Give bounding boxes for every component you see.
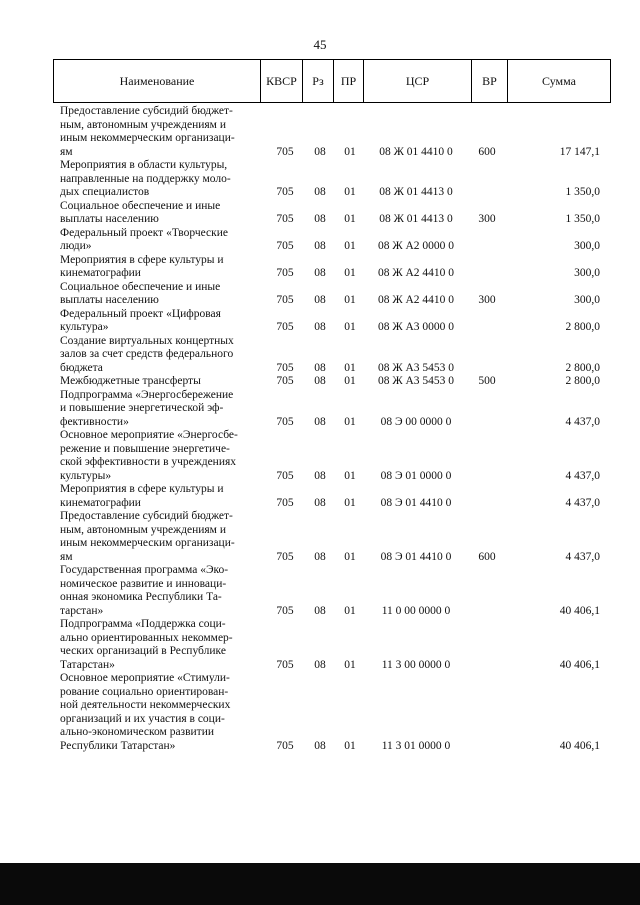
row-name <box>60 200 258 227</box>
row-name <box>60 105 258 159</box>
row-name-line: номическое развитие и инноваци- <box>60 577 227 590</box>
row-rz: 08 <box>314 550 326 563</box>
row-name-line: онная экономика Республики Та- <box>60 591 222 603</box>
row-pr: 01 <box>344 267 356 279</box>
row-name-line: Федеральный проект «Творческие <box>60 226 228 239</box>
row-sum: 17 147,1 <box>559 145 600 158</box>
row-kvsr: 705 <box>276 213 294 225</box>
row-kvsr: 705 <box>276 550 294 563</box>
row-name-line: ной деятельности некоммерческих <box>60 699 231 711</box>
row-name-line: режение и повышение энергетиче- <box>60 442 230 455</box>
header-pr: ПР <box>340 74 357 88</box>
row-sum: 1 350,0 <box>565 213 600 225</box>
row-name <box>60 159 258 200</box>
row-name-line: культура» <box>60 321 109 333</box>
row-name-line: кинематографии <box>60 496 141 509</box>
row-csr: 08 Ж А2 4410 0 <box>377 267 455 279</box>
row-pr: 01 <box>344 496 356 509</box>
row-vr: 500 <box>478 375 496 387</box>
row-sum: 2 800,0 <box>565 361 600 374</box>
row-sum: 40 406,1 <box>559 739 600 752</box>
row-name-line: Основное мероприятие «Энергосбе- <box>60 429 238 441</box>
row-vr: 300 <box>478 213 496 225</box>
row-name-line: Мероприятия в области культуры, <box>60 159 228 171</box>
row-name-line: рование социально ориентирован- <box>60 685 229 698</box>
row-csr: 08 Ж А3 5453 0 <box>377 375 455 387</box>
row-pr: 01 <box>344 550 356 563</box>
row-name <box>60 429 258 483</box>
row-name <box>60 335 258 376</box>
row-kvsr: 705 <box>276 375 294 387</box>
row-name-line: Мероприятия в сфере культуры и <box>60 483 224 495</box>
row-name <box>60 375 258 389</box>
row-kvsr: 705 <box>276 294 294 306</box>
row-name-line: направленные на поддержку моло- <box>60 172 231 185</box>
row-kvsr: 705 <box>276 739 294 752</box>
row-name <box>60 308 258 335</box>
row-rz: 08 <box>314 240 326 252</box>
row-csr: 08 Ж А2 4410 0 <box>377 294 455 306</box>
row-name <box>60 389 258 430</box>
header-csr: ЦСР <box>405 74 430 88</box>
row-name-line: Создание виртуальных концертных <box>60 334 234 347</box>
row-rz: 08 <box>314 375 326 387</box>
row-kvsr: 705 <box>276 496 294 509</box>
row-pr: 01 <box>344 469 356 482</box>
row-rz: 08 <box>314 415 326 428</box>
row-sum: 1 350,0 <box>565 186 600 198</box>
row-rz: 08 <box>314 658 326 671</box>
row-csr: 08 Э 00 0000 0 <box>380 415 452 428</box>
row-name-line: Социальное обеспечение и иные <box>60 199 221 212</box>
row-name-line: Федеральный проект «Цифровая <box>60 307 221 320</box>
row-name-line: ально-экономическом развитии <box>60 726 215 738</box>
row-name-line: фективности» <box>60 415 129 428</box>
row-kvsr: 705 <box>276 186 294 198</box>
row-pr: 01 <box>344 415 356 428</box>
row-kvsr: 705 <box>276 361 294 374</box>
row-csr: 08 Ж 01 4410 0 <box>379 145 453 158</box>
row-name-line: тарстан» <box>60 604 104 617</box>
row-name-line: кинематографии <box>60 267 141 279</box>
row-name-line: дых специалистов <box>60 186 150 198</box>
row-pr: 01 <box>344 658 356 671</box>
row-name-line: Татарстан» <box>60 658 115 671</box>
row-kvsr: 705 <box>276 469 294 482</box>
row-rz: 08 <box>314 496 326 509</box>
row-name-line: выплаты населению <box>60 294 159 306</box>
row-name-line: Основное мероприятие «Стимули- <box>60 672 230 684</box>
row-csr: 08 Э 01 4410 0 <box>380 496 452 509</box>
row-sum: 2 800,0 <box>565 321 600 333</box>
row-name-line: Предоставление субсидий бюджет- <box>60 510 233 522</box>
row-name-line: организаций и их участия в соци- <box>60 712 225 725</box>
row-name-line: Межбюджетные трансферты <box>60 375 201 387</box>
page-number: 45 <box>313 37 327 52</box>
header-sum: Сумма <box>542 74 576 88</box>
row-name <box>60 618 258 672</box>
row-name-line: ской эффективности в учреждениях <box>60 456 237 468</box>
table-header <box>53 59 611 103</box>
row-pr: 01 <box>344 294 356 306</box>
row-name-line: культуры» <box>60 469 112 482</box>
row-csr: 08 Ж А3 5453 0 <box>377 361 455 374</box>
header-name: Наименование <box>119 74 195 88</box>
row-rz: 08 <box>314 145 326 158</box>
row-rz: 08 <box>314 361 326 374</box>
row-name-line: выплаты населению <box>60 213 159 225</box>
row-name-line: люди» <box>60 240 92 252</box>
row-name <box>60 281 258 308</box>
row-name <box>60 672 258 753</box>
row-name <box>60 510 258 564</box>
row-pr: 01 <box>344 375 356 387</box>
row-name <box>60 564 258 618</box>
row-pr: 01 <box>344 739 356 752</box>
row-name-line: Предоставление субсидий бюджет- <box>60 105 233 117</box>
row-name-line: залов за счет средств федерального <box>60 348 234 360</box>
row-csr: 11 0 00 0000 0 <box>381 604 451 617</box>
row-name-line: ально ориентированных некоммер- <box>60 631 233 644</box>
row-csr: 08 Ж 01 4413 0 <box>379 213 453 225</box>
row-name-line: ным, автономным учреждениям и <box>60 118 226 131</box>
scan-bottom-edge <box>0 863 640 905</box>
header-vr: ВР <box>482 74 497 88</box>
row-rz: 08 <box>314 604 326 617</box>
row-name-line: Социальное обеспечение и иные <box>60 280 221 293</box>
row-kvsr: 705 <box>276 321 294 333</box>
row-sum: 40 406,1 <box>559 658 600 671</box>
row-name <box>60 227 258 254</box>
row-name <box>60 483 258 510</box>
row-kvsr: 705 <box>276 267 294 279</box>
row-kvsr: 705 <box>276 240 294 252</box>
row-kvsr: 705 <box>276 415 294 428</box>
row-csr: 08 Ж 01 4413 0 <box>379 186 453 198</box>
row-name-line: ям <box>60 550 73 563</box>
row-vr: 300 <box>478 294 496 306</box>
row-sum: 4 437,0 <box>565 415 600 428</box>
row-name-line: иным некоммерческим организаци- <box>60 537 235 549</box>
row-csr: 08 Э 01 0000 0 <box>380 469 452 482</box>
row-name-line: Республики Татарстан» <box>60 739 176 752</box>
row-rz: 08 <box>314 321 326 333</box>
row-csr: 08 Ж А2 0000 0 <box>377 240 455 252</box>
row-pr: 01 <box>344 604 356 617</box>
row-pr: 01 <box>344 186 356 198</box>
row-rz: 08 <box>314 294 326 306</box>
header-rz: Рз <box>312 74 324 88</box>
row-vr: 600 <box>478 550 496 563</box>
row-sum: 300,0 <box>574 294 600 306</box>
row-name-line: Мероприятия в сфере культуры и <box>60 253 224 266</box>
row-rz: 08 <box>314 739 326 752</box>
row-name-line: Подпрограмма «Поддержка соци- <box>60 618 226 630</box>
row-name-line: иным некоммерческим организаци- <box>60 132 235 144</box>
row-pr: 01 <box>344 240 356 252</box>
row-sum: 4 437,0 <box>565 496 600 509</box>
row-name <box>60 254 258 281</box>
row-pr: 01 <box>344 213 356 225</box>
row-vr: 600 <box>478 145 496 158</box>
row-csr: 08 Э 01 4410 0 <box>380 550 452 563</box>
row-sum: 4 437,0 <box>565 550 600 563</box>
row-name-line: бюджета <box>60 361 103 374</box>
row-pr: 01 <box>344 361 356 374</box>
row-name-line: ным, автономным учреждениям и <box>60 523 226 536</box>
row-sum: 40 406,1 <box>559 604 600 617</box>
row-name-line: Подпрограмма «Энергосбережение <box>60 388 234 401</box>
row-csr: 11 3 00 0000 0 <box>381 658 451 671</box>
row-name-line: Государственная программа «Эко- <box>60 564 229 576</box>
row-kvsr: 705 <box>276 658 294 671</box>
row-rz: 08 <box>314 186 326 198</box>
row-sum: 300,0 <box>574 240 600 252</box>
row-rz: 08 <box>314 469 326 482</box>
row-pr: 01 <box>344 321 356 333</box>
row-sum: 2 800,0 <box>565 375 600 387</box>
row-kvsr: 705 <box>276 604 294 617</box>
row-name-line: и повышение энергетической эф- <box>60 402 224 414</box>
row-csr: 08 Ж А3 0000 0 <box>377 321 455 333</box>
row-rz: 08 <box>314 267 326 279</box>
row-sum: 4 437,0 <box>565 469 600 482</box>
row-rz: 08 <box>314 213 326 225</box>
row-csr: 11 3 01 0000 0 <box>381 739 451 752</box>
row-name-line: ческих организаций в Республике <box>60 645 226 657</box>
row-name-line: ям <box>60 145 73 158</box>
header-kvsr: КВСР <box>266 74 297 88</box>
row-sum: 300,0 <box>574 267 600 279</box>
row-kvsr: 705 <box>276 145 294 158</box>
row-pr: 01 <box>344 145 356 158</box>
